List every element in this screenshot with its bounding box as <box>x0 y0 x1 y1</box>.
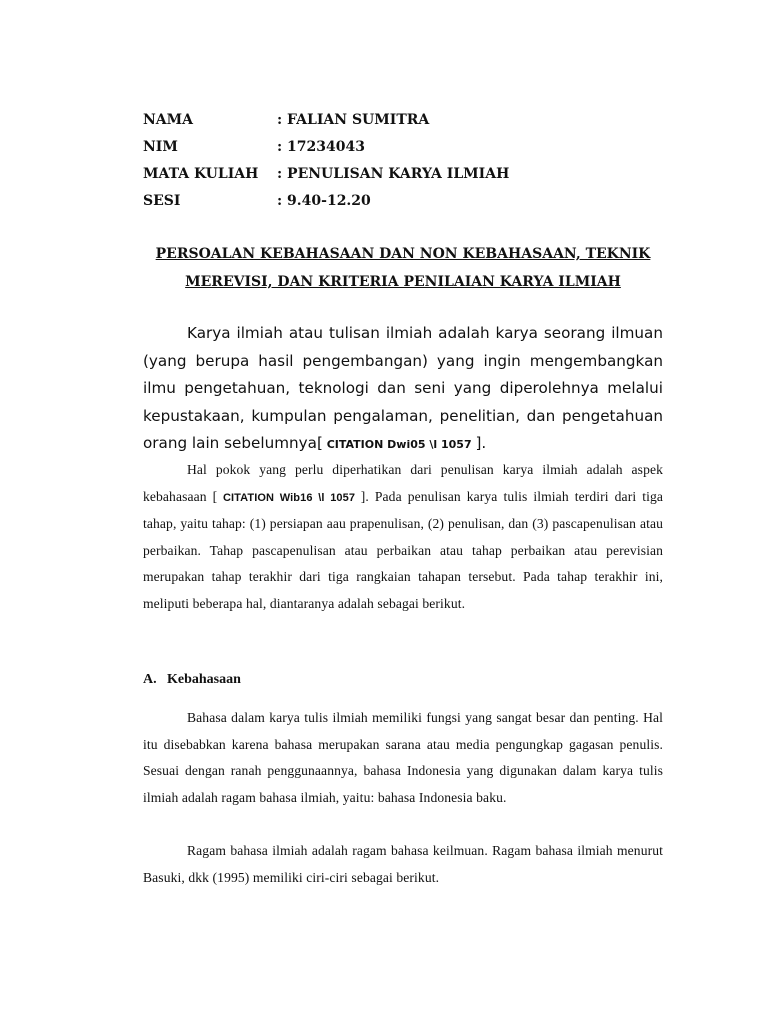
document-title <box>143 240 663 296</box>
paragraph-ragam: Ragam bahasa ilmiah adalah ragam bahasa keilmuan. Ragam bahasa ilmiah menurut Basuki, dkk (1995) memiliki ciri-ciri sebagai berikut. <box>143 843 663 885</box>
title-line-2: MEREVISI, DAN KRITERIA PENILAIAN KARYA ILMIAH <box>185 274 621 290</box>
student-info <box>143 108 509 216</box>
paragraph-bahasa: Bahasa dalam karya tulis ilmiah memiliki fungsi yang sangat besar dan penting. Hal itu disebabkan karena bahasa merupakan sarana atau media pengungkap gagasan penulis. Sesuai dengan ranah penggunaannya, bahasa Indonesia yang digunakan dalam karya tulis ilmiah adalah ragam bahasa ilmiah, yaitu: bahasa Indonesia baku. <box>143 710 663 805</box>
info-row-nim <box>143 135 509 162</box>
section-heading-kebahasaan <box>143 672 241 688</box>
info-label: NAMA <box>143 112 194 128</box>
citation-close: ]. <box>475 434 487 452</box>
paragraph-text: Karya ilmiah atau tulisan ilmiah adalah karya seorang ilmuan (yang berupa hasil pengembangan) yang ingin mengembangkan ilmu pengetahuan, teknologi dan seni yang diperolehnya melalui kepustakaan, kumpulan pengalaman, penelitian, dan pengetahuan orang lain sebelumnya <box>143 324 663 452</box>
citation-field: CITATION Dwi05 \l 1057 <box>322 438 476 451</box>
citation-open: [ <box>316 434 323 452</box>
title-line-1: PERSOALAN KEBAHASAAN DAN NON KEBAHASAAN, TEKNIK <box>155 246 651 262</box>
paragraph-aspek <box>143 457 663 618</box>
info-value: : 17234043 <box>277 139 365 155</box>
paragraph-text: ]. Pada penulisan karya tulis ilmiah terdiri dari tiga tahap, yaitu tahap: (1) persiapan aau prapenulisan, (2) penulisan, dan (3) pascapenulisan atau perbaikan. Tahap pascapenulisan atau perbaikan atau tahap perbaikan atau perevisian merupakan tahap terakhir dari tiga rangkaian tahapan tersebut. Pada tahap terakhir ini, meliputi beberapa hal, diantaranya adalah sebagai berikut. <box>143 488 663 611</box>
section-title: Kebahasaan <box>167 672 241 687</box>
paragraph-intro <box>143 320 663 459</box>
info-value: : 9.40-12.20 <box>277 193 371 209</box>
info-label: MATA KULIAH <box>143 166 259 182</box>
info-label: SESI <box>143 193 181 209</box>
citation-field: CITATION Wib16 \l 1057 <box>217 491 361 504</box>
info-row-nama <box>143 108 509 135</box>
info-row-mata-kuliah <box>143 162 509 189</box>
info-label: NIM <box>143 139 178 155</box>
section-number: A. <box>143 672 157 687</box>
info-value: : FALIAN SUMITRA <box>277 112 430 128</box>
paragraph-text: Hal pokok yang perlu diperhatikan dari penulisan karya ilmiah adalah aspek kebahasaan [ <box>143 462 663 504</box>
info-row-sesi <box>143 189 509 216</box>
info-value: : PENULISAN KARYA ILMIAH <box>277 166 510 182</box>
